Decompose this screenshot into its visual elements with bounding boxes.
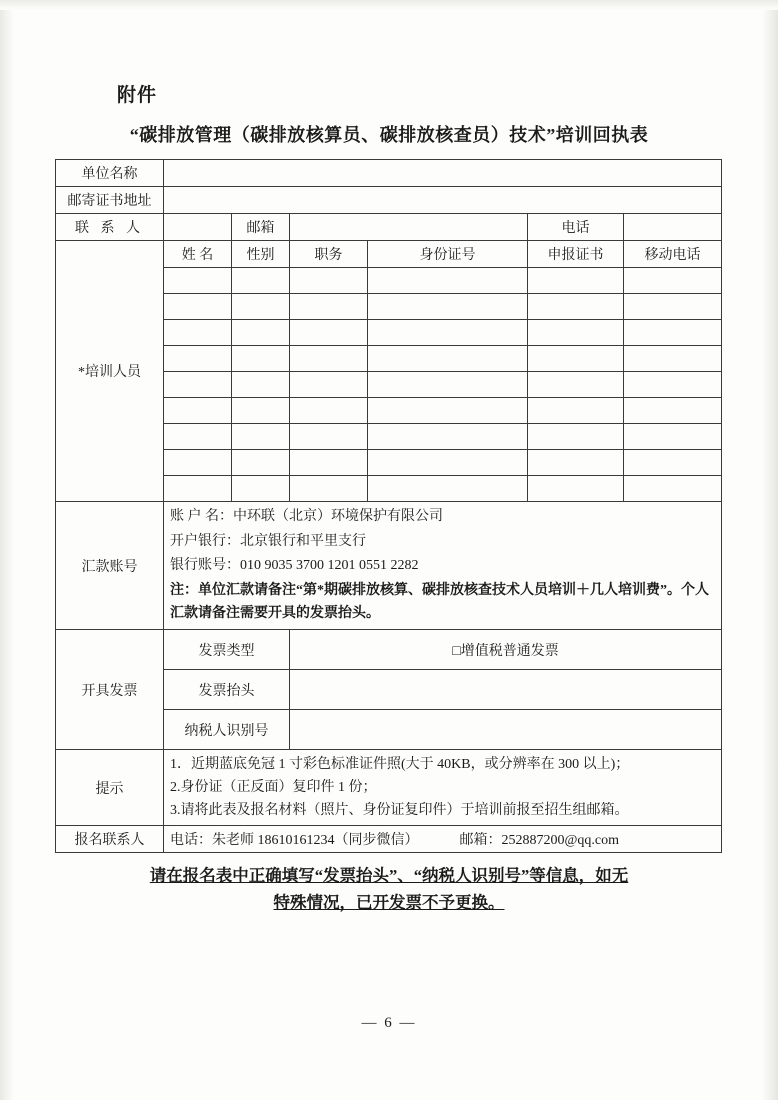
trainee-id-cell[interactable]: [368, 346, 528, 372]
trainee-position-cell[interactable]: [290, 372, 368, 398]
trainee-mobile-cell[interactable]: [624, 294, 722, 320]
account-name-label: 账 户 名：: [170, 509, 233, 524]
trainee-id-cell[interactable]: [368, 268, 528, 294]
phone-label: 电话: [528, 214, 624, 241]
trainee-header-row: [56, 241, 722, 268]
trainee-position-cell[interactable]: [290, 268, 368, 294]
trainee-cert-cell[interactable]: [528, 294, 624, 320]
unit-name-value[interactable]: [164, 160, 722, 187]
col-header-idnumber: 身份证号: [368, 241, 528, 268]
trainee-gender-cell[interactable]: [232, 424, 290, 450]
footer-note: [55, 863, 723, 916]
bank-label: 开户银行：: [170, 533, 240, 549]
remittance-label: 汇款账号: [56, 502, 164, 630]
trainee-name-cell[interactable]: [164, 294, 232, 320]
page-number: — 6 —: [361, 1015, 417, 1031]
footer-note-line-2: 特殊情况，已开发票不予更换。: [273, 892, 505, 912]
invoice-taxid-label: 纳税人识别号: [164, 710, 290, 750]
receipt-form-table: [55, 159, 722, 853]
page-title: “碳排放管理（碳排放核算员、碳排放核查员）技术”培训回执表: [129, 125, 649, 145]
trainee-id-cell[interactable]: [368, 424, 528, 450]
trainee-name-cell[interactable]: [164, 476, 232, 502]
footer-note-line-1: 请在报名表中正确填写“发票抬头”、“纳税人识别号”等信息，如无: [149, 866, 629, 886]
tips-content: [164, 750, 722, 826]
trainee-name-cell[interactable]: [164, 320, 232, 346]
trainee-position-cell[interactable]: [290, 424, 368, 450]
account-name-value: 中环联（北京）环境保护有限公司: [233, 509, 443, 524]
table-row: [56, 214, 722, 241]
trainee-section-label: *培训人员: [56, 241, 164, 502]
trainee-cert-cell[interactable]: [528, 450, 624, 476]
contact-value[interactable]: [164, 214, 232, 241]
col-header-position: 职务: [290, 241, 368, 268]
trainee-mobile-cell[interactable]: [624, 320, 722, 346]
trainee-gender-cell[interactable]: [232, 346, 290, 372]
account-number-value: 010 9035 3700 1201 0551 2282: [240, 558, 419, 573]
trainee-gender-cell[interactable]: [232, 294, 290, 320]
tips-label: 提示: [56, 750, 164, 826]
tips-row: [56, 750, 722, 826]
col-header-gender: 性别: [232, 241, 290, 268]
col-header-certificate: 申报证书: [528, 241, 624, 268]
mail-address-label: 邮寄证书地址: [56, 187, 164, 214]
page-edge-left: [0, 0, 14, 1100]
col-header-name: 姓 名: [164, 241, 232, 268]
trainee-id-cell[interactable]: [368, 450, 528, 476]
registration-email: 邮箱：252887200@qq.com: [459, 833, 619, 849]
remittance-note: 注：单位汇款请备注“第*期碳排放核算、碳排放核查技术人员培训＋几人培训费”。个人汇款请备注需要开具的发票抬头。: [170, 582, 709, 622]
invoice-type-row: [56, 630, 722, 670]
trainee-id-cell[interactable]: [368, 294, 528, 320]
invoice-taxid-value[interactable]: [290, 710, 722, 750]
bank-line: [170, 530, 715, 555]
trainee-name-cell[interactable]: [164, 372, 232, 398]
col-header-mobile: 移动电话: [624, 241, 722, 268]
document-content: [55, 80, 723, 916]
table-row: [56, 187, 722, 214]
trainee-name-cell[interactable]: [164, 398, 232, 424]
tips-line-2: 2.身份证（正反面）复印件 1 份；: [170, 780, 377, 796]
trainee-position-cell[interactable]: [290, 320, 368, 346]
table-row: [56, 160, 722, 187]
trainee-name-cell[interactable]: [164, 268, 232, 294]
email-value[interactable]: [290, 214, 528, 241]
unit-name-label: 单位名称: [56, 160, 164, 187]
trainee-id-cell[interactable]: [368, 320, 528, 346]
invoice-type-label: 发票类型: [164, 630, 290, 670]
trainee-name-cell[interactable]: [164, 450, 232, 476]
trainee-mobile-cell[interactable]: [624, 398, 722, 424]
remittance-details: [164, 502, 722, 630]
trainee-id-cell[interactable]: [368, 398, 528, 424]
trainee-id-cell[interactable]: [368, 372, 528, 398]
trainee-cert-cell[interactable]: [528, 346, 624, 372]
attachment-label: 附件: [117, 85, 158, 106]
trainee-mobile-cell[interactable]: [624, 424, 722, 450]
trainee-cert-cell[interactable]: [528, 320, 624, 346]
invoice-title-label: 发票抬头: [164, 670, 290, 710]
trainee-mobile-cell[interactable]: [624, 372, 722, 398]
registration-contact-label: 报名联系人: [56, 826, 164, 853]
bank-value: 北京银行和平里支行: [240, 533, 366, 549]
invoice-type-value[interactable]: □增值税普通发票: [290, 630, 722, 670]
trainee-gender-cell[interactable]: [232, 450, 290, 476]
trainee-id-cell[interactable]: [368, 476, 528, 502]
email-label: 邮箱: [232, 214, 290, 241]
trainee-position-cell[interactable]: [290, 346, 368, 372]
trainee-mobile-cell[interactable]: [624, 450, 722, 476]
registration-contact-value: [164, 826, 722, 853]
trainee-cert-cell[interactable]: [528, 268, 624, 294]
tips-line-1: 1．近期蓝底免冠 1 寸彩色标准证件照(大于 40KB，或分辨率在 300 以上)；: [170, 757, 630, 773]
trainee-cert-cell[interactable]: [528, 476, 624, 502]
trainee-mobile-cell[interactable]: [624, 268, 722, 294]
registration-contact-row: [56, 826, 722, 853]
trainee-mobile-cell[interactable]: [624, 346, 722, 372]
page-edge-top: [0, 0, 778, 10]
trainee-position-cell[interactable]: [290, 398, 368, 424]
trainee-position-cell[interactable]: [290, 450, 368, 476]
tips-line-3: 3.请将此表及报名材料（照片、身份证复印件）于培训前报至招生组邮箱。: [170, 803, 629, 819]
trainee-gender-cell[interactable]: [232, 320, 290, 346]
phone-value[interactable]: [624, 214, 722, 241]
page-edge-right: [762, 0, 778, 1100]
contact-label: 联 系 人: [56, 214, 164, 241]
trainee-position-cell[interactable]: [290, 476, 368, 502]
trainee-name-cell[interactable]: [164, 346, 232, 372]
mail-address-value[interactable]: [164, 187, 722, 214]
account-number-label: 银行账号：: [170, 558, 240, 573]
trainee-cert-cell[interactable]: [528, 372, 624, 398]
trainee-cert-cell[interactable]: [528, 424, 624, 450]
trainee-cert-cell[interactable]: [528, 398, 624, 424]
trainee-name-cell[interactable]: [164, 424, 232, 450]
trainee-gender-cell[interactable]: [232, 398, 290, 424]
account-name-line: [170, 505, 715, 530]
trainee-gender-cell[interactable]: [232, 476, 290, 502]
remittance-row: [56, 502, 722, 630]
trainee-position-cell[interactable]: [290, 294, 368, 320]
registration-phone: 电话：朱老师 18610161234（同步微信）: [170, 833, 419, 849]
account-number-line: [170, 554, 715, 579]
trainee-gender-cell[interactable]: [232, 372, 290, 398]
invoice-title-value[interactable]: [290, 670, 722, 710]
trainee-gender-cell[interactable]: [232, 268, 290, 294]
trainee-mobile-cell[interactable]: [624, 476, 722, 502]
invoice-section-label: 开具发票: [56, 630, 164, 750]
